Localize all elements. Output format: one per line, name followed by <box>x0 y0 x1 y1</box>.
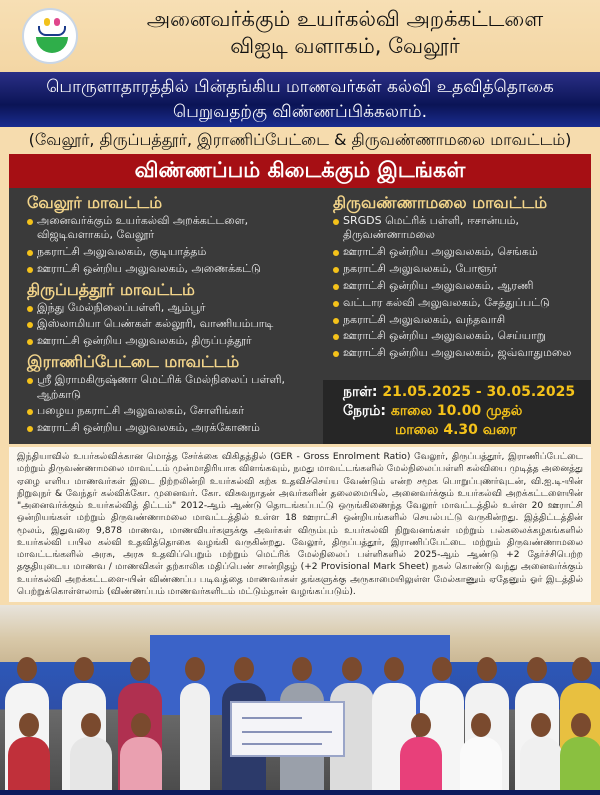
trust-logo-icon <box>22 8 78 64</box>
trust-location: விஐடி வளாகம், வேலூர் <box>230 34 460 59</box>
location-item: ஊராட்சி ஒன்றிய அலுவலகம், திருப்பத்தூர் <box>27 334 317 349</box>
seated-person-figure <box>70 737 112 795</box>
district-heading: இராணிப்பேட்டை மாவட்டம் <box>27 352 240 372</box>
seated-person-figure <box>560 737 600 795</box>
seated-person-figure <box>400 737 442 795</box>
location-item: ஊராட்சி ஒன்றிய அலுவலகம், அணைக்கட்டு <box>27 262 317 277</box>
locations-right-column <box>323 192 591 369</box>
header <box>0 0 600 72</box>
announcement-line-1: பொருளாதாரத்தில் பின்தங்கிய மாணவர்கள் கல்வி உதவித்தொகை <box>46 77 554 97</box>
announcement-line-2: பெறுவதற்கு விண்ணப்பிக்கலாம். <box>172 101 427 122</box>
seated-person-figure <box>520 737 562 795</box>
seated-person-figure <box>8 737 50 795</box>
location-item: ஊராட்சி ஒன்றிய அலுவலகம், ஆரணி <box>333 279 585 294</box>
bottom-stripe <box>0 790 600 795</box>
person-head <box>477 657 497 681</box>
seated-person-figure <box>120 737 162 795</box>
district-heading: திருவண்ணாமலை மாவட்டம் <box>333 192 548 212</box>
person-head <box>74 657 94 681</box>
location-item: ஸ்ரீ இராமகிருஷ்ணா மெட்ரிக் மேல்நிலைப் பள்ளி, ஆற்காடு <box>27 373 317 403</box>
date-label: நாள்: <box>343 384 378 401</box>
announcement-band <box>0 72 600 127</box>
locations-right-area <box>323 192 591 444</box>
districts-subtitle: (வேலூர், திருப்பத்தூர், இராணிப்பேட்டை & திருவண்ணாமலை மாவட்டம்) <box>28 130 572 150</box>
location-item: ஊராட்சி ஒன்றிய அலுவலகம், ஜவ்வாதுமலை <box>333 346 585 361</box>
location-item: நகராட்சி அலுவலகம், குடியாத்தம் <box>27 245 317 260</box>
location-item: ஊராட்சி ஒன்றிய அலுவலகம், அரக்கோணம் <box>27 421 317 436</box>
locations-left-column <box>9 192 323 444</box>
time-value-end: மாலை 4.30 வரை <box>395 422 517 439</box>
location-item: வட்டார கல்வி அலுவலகம், சேத்துப்பட்டு <box>333 296 585 311</box>
location-item: நகராட்சி அலுவலகம், போளூர் <box>333 262 585 277</box>
person-figure <box>180 683 210 795</box>
location-item: அனைவர்க்கும் உயர்கல்வி அறக்கட்டளை, விஜடிவளாகம், வேலூர் <box>27 214 317 244</box>
trust-name: அனைவர்க்கும் உயர்கல்வி அறக்கட்டளை <box>146 7 544 31</box>
location-item: இந்து மேல்நிலைப்பள்ளி, ஆம்பூர் <box>27 301 317 316</box>
location-item: நகராட்சி அலுவலகம், வந்தவாசி <box>333 313 585 328</box>
location-item: இஸ்லாமியா பெண்கள் கல்லூரி, வாணியம்பாடி <box>27 317 317 332</box>
locations-panel <box>9 188 591 444</box>
person-head <box>17 657 37 681</box>
district-heading: வேலூர் மாவட்டம் <box>27 192 163 212</box>
person-head <box>572 657 592 681</box>
location-item: ஊராட்சி ஒன்றிய அலுவலகம், செங்கம் <box>333 245 585 260</box>
time-label: நேரம்: <box>343 403 387 420</box>
location-item: SRGDS மெட்ரிக் பள்ளி, ஈசான்யம், திருவண்ணாமலை <box>333 214 585 244</box>
date-value: 21.05.2025 - 30.05.2025 <box>382 384 576 401</box>
location-item: ஊராட்சி ஒன்றிய அலுவலகம், செய்யாறு <box>333 329 585 344</box>
person-head <box>130 657 150 681</box>
location-item: பழைய நகராட்சி அலுவலகம், சோளிங்கர் <box>27 404 317 419</box>
description-paragraph: இந்தியாவில் உயர்கல்விக்கான மொத்த சேர்க்கை விகிதத்தில் (GER - Gross Enrolment Ratio) வேலூர், திருப்பத்தூர், இராணிப்பேட்டை மற்றும் திருவண்ணாமலை மாவட்டம் முன்மாதிரியாக விளங்கவும், நமது மாவட்டங்களில் மேல்நிலைப்பள்ளி கல்வியை முடித்த அனைத்து ஏழை எளிய மாணவர்கள் இடை நிற்றலின்றி உயர்கல்வி கற்க உதவிச்செய்ய வேண்டும் என்ற சமூக பொறுப்புணர்வுடன், வி.ஐ.டி-யின் நிறுவுநர் & வேந்தர் கல்விக்கோ. முனைவர். கோ. விசுவநாதன் அவர்களின் தலைமையில், அனைவர்க்கும் உயர்கல்வி அறக்கட்டளையின் "அனைவர்க்கும் உயர்கல்வித் திட்டம்" 2012-ஆம் ஆண்டு தொடங்கப்பட்டு ஒருங்கிணைந்த வேலூர் மாவட்டத்தில் உள்ள 20 ஊராட்சி ஒன்றியங்கள் மற்றும் திருவண்ணாமலை மாவட்டத்தில் உள்ள 18 ஊராட்சி ஒன்றியங்களில் செயல்பட்டு வருகின்றது. இத்திட்டத்தின் மூலம், இதுவரை 9,878 மாணவ, மாணவியர்களுக்கு அவர்கள் விரும்பும் உயர்கல்வி நிறுவனங்கள் மற்றும் பல்கலைக்கழகங்களில் உயர்கல்வி பயில கல்வி உதவித்தொகை வழங்கி வருகின்றது. வேலூர், திருப்பத்தூர், இராணிப்பேட்டை மற்றும் திருவண்ணாமலை மாவட்டங்களில் அரசு, அரசு உதவிப்பெறும் மற்றும் மெட்ரிக் மேல்நிலைப் பள்ளிகளில் 2025-ஆம் ஆண்டு +2 தேர்ச்சிபெற்ற தகுதியுடைய மாணவ / மாணவிகள் தற்காலிக மதிப்பெண் சான்றிதழ் (+2 Provisional Mark Sheet) நகல் கொண்டு வந்து அனைவர்க்கும் உயர்கல்வி அறக்கட்டளை-யின் விண்ணப்ப படிவத்தை மாணவர்கள் தங்களுக்கு அருகாமையிலுள்ள மேல்காணும் ஏதேனும் ஓர் இடத்தில் பெற்றுக்கொள்ளலாம் (விண்ணப்பம் மாணவர்களிடம் மட்டும்தான் வழங்கப்படும்). <box>9 447 591 602</box>
event-photo <box>0 605 600 795</box>
schedule-box <box>323 380 591 444</box>
district-heading: திருப்பத்தூர் மாவட்டம் <box>27 279 195 299</box>
time-value-start: காலை 10.00 முதல் <box>390 403 523 420</box>
person-head <box>527 657 547 681</box>
locations-banner: விண்ணப்பம் கிடைக்கும் இடங்கள் <box>9 154 591 188</box>
seated-person-figure <box>460 737 502 795</box>
cheque-board <box>230 701 345 757</box>
